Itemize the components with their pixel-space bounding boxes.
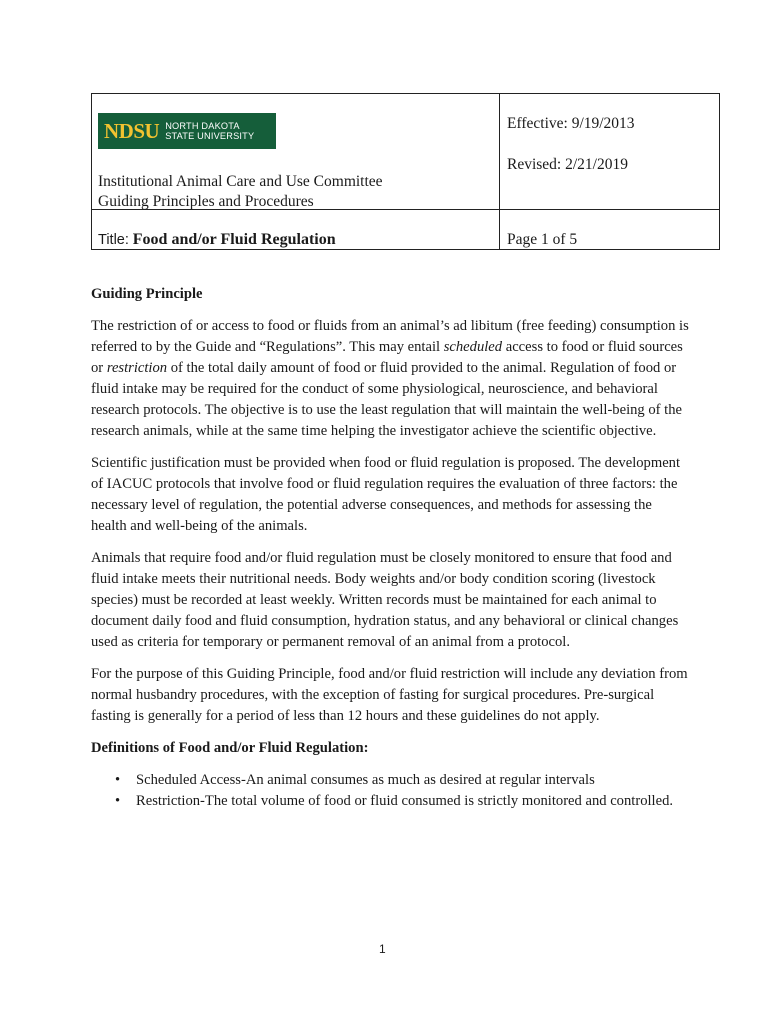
bullet-icon: • (115, 793, 121, 809)
list-item-text: Restriction-The total volume of food or fluid consumed is strictly monitored and controlled. (136, 793, 674, 809)
logo-text-line2: STATE UNIVERSITY (165, 131, 255, 141)
bullet-icon: • (115, 772, 121, 788)
logo-text (165, 121, 254, 141)
list-item-text: Scheduled Access-An animal consumes as much as desired at regular intervals (136, 772, 595, 788)
ndsu-logo (98, 113, 276, 149)
section-heading-guiding-principle: Guiding Principle (91, 286, 203, 302)
paragraph-1-part-c: of the total daily amount of food or fluid provided to the animal. Regulation of food or fluid intake may be required for the conduct of some physiological, neuroscience, and behavioral research protocols. The objective is to use the least regulation that will maintain the well-being of the research animals, while at the same time helping the investigator achieve the scientific objective. (91, 360, 683, 439)
list-item (115, 770, 691, 791)
paragraph-3: Animals that require food and/or fluid regulation must be closely monitored to ensure that food and fluid intake meets their nutritional needs. Body weights and/or body condition scoring (livestock species) must be recorded at least weekly. Written records must be maintained for each animal to document daily food and fluid consumption, hydration status, and any behavioral or clinical changes used as criteria for temporary or permanent removal of an animal from a protocol. (91, 550, 679, 650)
paragraph-2: Scientific justification must be provided when food or fluid regulation is proposed. The development of IACUC protocols that involve food or fluid regulation requires the evaluation of three factors: the necessary level of regulation, the potential adverse consequences, and methods for assessing the health and well-being of the animals. (91, 455, 681, 534)
page-count: Page 1 of 5 (507, 231, 578, 248)
paragraph-1 (91, 316, 691, 442)
committee-name (98, 172, 383, 211)
paragraph-4: For the purpose of this Guiding Principle, food and/or fluid restriction will include any deviation from normal husbandry procedures, with the exception of fasting for surgical procedures. Pre-surgical fasting is generally for a period of less than 12 hours and these guidelines do not apply. (91, 666, 688, 724)
effective-date: Effective: 9/19/2013 (507, 115, 635, 132)
committee-line1: Institutional Animal Care and Use Committee (98, 173, 383, 190)
page-number: 1 (379, 942, 386, 956)
emphasis-scheduled: scheduled (443, 339, 503, 355)
title-prefix: Title: (98, 232, 129, 248)
revised-date: Revised: 2/21/2019 (507, 156, 628, 173)
definitions-list (91, 770, 691, 812)
document-header-table (91, 93, 720, 250)
paragraph-1-part-a: The restriction of or access to food or fluids from an animal’s ad libitum (free feeding) consumption is referred to by the Guide and “Regulations”. This may entail (91, 318, 689, 355)
logo-text-line1: NORTH DAKOTA (165, 121, 240, 131)
document-title-row (98, 231, 336, 249)
emphasis-restriction: restriction (106, 360, 168, 376)
document-body (91, 284, 691, 812)
section-heading-definitions: Definitions of Food and/or Fluid Regulation: (91, 740, 369, 756)
header-divider-vertical (499, 94, 500, 249)
logo-mark: NDSU (104, 118, 160, 143)
paragraph-1-part-b: access to food or fluid sources or (91, 339, 683, 376)
list-item (115, 791, 691, 812)
committee-line2: Guiding Principles and Procedures (98, 192, 314, 210)
document-title: Food and/or Fluid Regulation (132, 231, 336, 248)
